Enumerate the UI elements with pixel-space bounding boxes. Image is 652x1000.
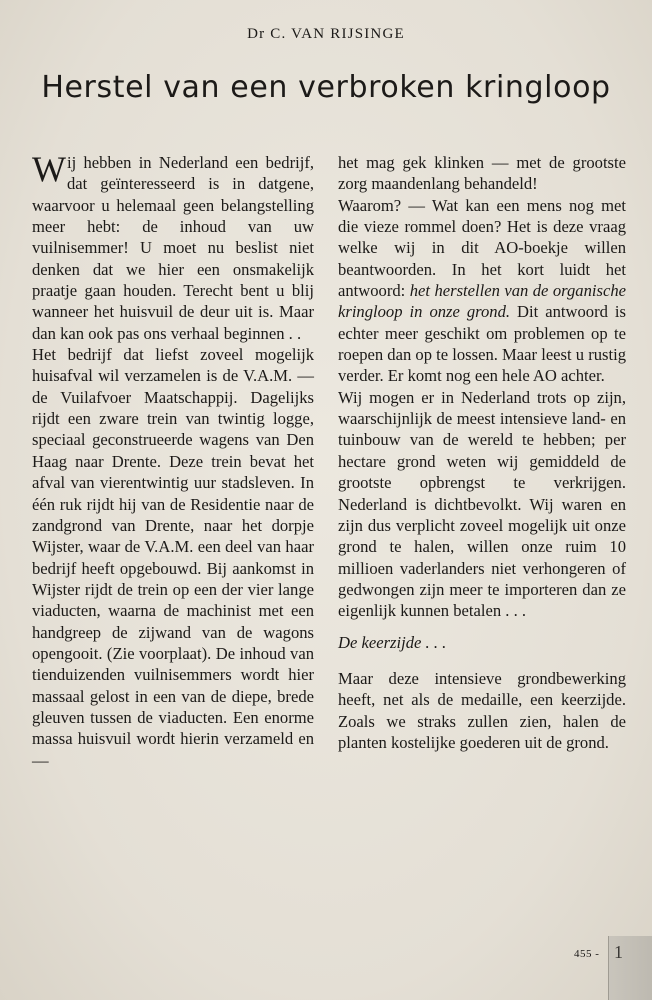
text-column-left bbox=[32, 149, 314, 771]
paragraph-intro bbox=[32, 149, 314, 344]
paragraph-intro-text: ij hebben in Nederland een bedrijf, dat geïnteresseerd is in datgene, waarvoor u helemaal geen belangstelling meer hebt: de inhoud van uw vuilnisemmer! U moet nu beslist niet denken dat we hier een onsmakelijk praatje gaan houden. Terecht bent u blij wanneer het huisvuil de deur uit is. Maar dan kan ook pas ons verhaal beginnen . . bbox=[32, 153, 314, 343]
paragraph-continued: het mag gek klinken — met de grootste zorg maandenlang behandeld! bbox=[338, 153, 626, 194]
paragraph-why-text-b: Dit antwoord is echter meer geschikt om problemen op te roepen dan op te lossen. Maar leest u rustig verder. Er komt nog een hele AO achter. bbox=[338, 302, 627, 386]
section-subheading: De keerzijde . . . bbox=[338, 632, 447, 652]
paragraph-why-text-a: Waarom? — Wat kan een mens nog met die vieze rommel doen? Het is deze vraag welke wij in dit AO-boekje willen beantwoorden. In het kort luidt het antwoord: bbox=[338, 195, 626, 301]
article-title: Herstel van een verbroken kringloop bbox=[41, 70, 611, 105]
paragraph-reverse-side: Maar deze intensieve grondbewerking heeft, net als de medaille, een keerzijde. Zoals we straks zullen zien, halen de planten kostelijke goederen uit de grond. bbox=[338, 668, 626, 752]
drop-cap: W bbox=[32, 149, 66, 189]
paragraph-vam: Het bedrijf dat liefst zoveel mogelijk huisafval wil verzamelen is de V.A.M. — de Vuilafvoer Maatschappij. Dagelijks rijdt een zware trein van twintig logge, speciaal geconstrueerde wagens van Den Haag naar Drente. Deze trein bevat het afval van vierentwintig uur stadsleven. In één ruk rijdt hij van de Residentie naar de zandgrond van Drente, naar het dorpje Wijster, waar de V.A.M. een deel van haar bedrijf heeft opgebouwd. Bij aankomst in Wijster rijdt de trein op een der vier lange viaducten, waarna de machinist met een handgreep de zijwand van de wagons opengooit. (Zie voorplaat). De inhoud van tienduizenden vuilnisemmers wordt hier massaal gelost in een van de diepe, brede gleuven tussen de viaducten. Een enorme massa huisvuil wordt hierin verzameld en — bbox=[32, 345, 314, 770]
paragraph-why bbox=[338, 195, 626, 387]
author-byline: Dr C. VAN RIJSINGE bbox=[247, 26, 405, 42]
paragraph-agriculture: Wij mogen er in Nederland trots op zijn, waarschijnlijk de meest intensieve land- en tuinbouw van de wereld te hebben; per hectare grond weten wij gemiddeld de grootste opbrengst te verkrijgen. Nederland is dichtbevolkt. Wij waren en zijn dus verplicht zoveel mogelijk uit onze grond te halen, willen onze ruim 10 millioen vaderlanders niet verhongeren of gedwongen zijn meer te importeren dan ze eigenlijk kunnen betalen . . . bbox=[338, 387, 626, 621]
text-column-right bbox=[338, 152, 626, 753]
paragraph-why-emphasis: het herstellen van de organische kringloop in onze grond. bbox=[338, 281, 626, 322]
page-number: 455 - bbox=[574, 948, 600, 960]
corner-mark: 1 bbox=[614, 942, 623, 962]
